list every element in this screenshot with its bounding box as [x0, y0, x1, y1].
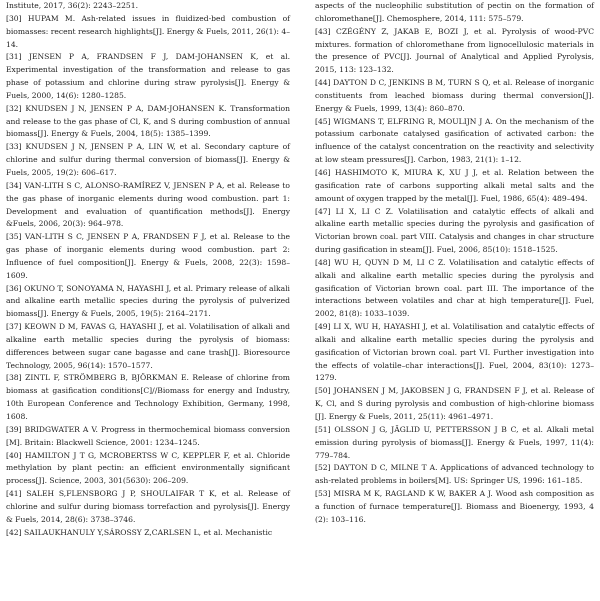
- reference-entry: [6, 283, 290, 322]
- reference-entry: [6, 424, 290, 450]
- reference-entry: [315, 167, 594, 206]
- reference-text: HASHIMOTO K, MIURA K, XU J J, et al. Relation between the gasification rate of carbons supporting alkali metal salts and the amount of oxygen trapped by the metal[J]. Fuel, 1986, 65(4): 489–494.: [315, 167, 595, 203]
- reference-text: KEOWN D M, FAVAS G, HAYASHI J, et al. Volatilisation of alkali and alkaline earth metallic species during the pyrolysis of biomass: differences between sugar cane bagasse and cane trash[J]. Bioresource Technology, 2005, 96(14): 1570–1577.: [6, 322, 291, 370]
- reference-number: [37]: [6, 322, 22, 332]
- reference-text: WU H, QUYN D M, LI C Z. Volatilisation and catalytic effects of alkali and alkaline earth metallic species during the pyrolysis and gasification of Victorian brown coal. part III. The importance of the interactions between volatiles and char at high temperature[J]. Fuel, 2002, 81(8): 1033–1039.: [315, 257, 594, 319]
- reference-text: KNUDSEN J N, JENSEN P A, LIN W, et al. Secondary capture of chlorine and sulfur during thermal conversion of biomass[J]. Energy & Fuels, 2005, 19(2): 606–617.: [6, 142, 290, 177]
- reference-number: [52]: [315, 463, 331, 473]
- reference-entry: [315, 488, 594, 527]
- reference-entry: [315, 116, 594, 167]
- reference-text: JOHANSEN J M, JAKOBSEN J G, FRANDSEN F J, et al. Release of K, Cl, and S during pyrolysis and combustion of high-chlorine biomass [J]. Energy & Fuels, 2011, 25(11): 4961–4971.: [315, 386, 595, 421]
- reference-number: [53]: [315, 489, 331, 499]
- reference-text: DAYTON D C, JENKINS B M, TURN S Q, et al. Release of inorganic constituents from leached biomass during thermal conversion[J]. Energy & Fuels, 1999, 13(4): 860–870.: [315, 78, 594, 113]
- reference-text: OLSSON J G, JÄGLID U, PETTERSSON J B C, et al. Alkali metal emission during pyrolysis of biomass[J]. Energy & Fuels, 1997, 11(4): 779–784.: [315, 424, 594, 460]
- reference-number: [36]: [6, 283, 22, 293]
- reference-text: WIGMANS T, ELFRING R, MOULIJN J A. On the mechanism of the potassium carbonate catalysed gasification of activated carbon: the influence of the catalyst concentration on the reactivity and selectivity at low steam pressures[J]. Carbon, 1983, 21(1): 1–12.: [315, 116, 594, 165]
- reference-entry: [315, 206, 594, 257]
- reference-continuation: Institute, 2017, 36(2): 2243–2251.: [6, 1, 138, 10]
- reference-number: [40]: [6, 450, 22, 460]
- reference-entry: [6, 450, 290, 489]
- reference-text: VAN-LITH S C, JENSEN P A, FRANDSEN F J, et al. Release to the gas phase of inorganic elements during wood combustion. part 2: Influence of fuel composition[J]. Energy & Fuels, 2008, 22(3): 1598–1609.: [6, 232, 290, 280]
- reference-text: VAN-LITH S C, ALONSO-RAMÍREZ V, JENSEN P A, et al. Release to the gas phase of inorganic elements during wood combustion. part 1: Development and evaluation of quantification methods[J]. Energy &Fuels, 2006, 20(3): 964–978.: [6, 180, 290, 229]
- left-column: [6, 0, 290, 539]
- reference-entry: [315, 321, 594, 385]
- reference-entry: [6, 231, 290, 282]
- reference-text: CZÉGÉNY Z, JAKAB E, BOZI J, et al. Pyrolysis of wood-PVC mixtures. formation of chloromethane from lignocellulosic materials in the presence of PVC[J]. Journal of Analytical and Applied Pyrolysis, 2015, 113: 123–132.: [315, 26, 595, 75]
- reference-entry: [315, 257, 594, 321]
- reference-number: [46]: [315, 167, 331, 177]
- reference-number: [47]: [315, 206, 331, 216]
- reference-entry: [6, 321, 290, 372]
- reference-entry: [6, 13, 290, 52]
- reference-number: [45]: [315, 116, 331, 126]
- reference-number: [38]: [6, 373, 22, 383]
- reference-text: OKUNO T, SONOYAMA N, HAYASHI J, et al. Primary release of alkali and alkaline earth metallic species during the pyrolysis of pulverized biomass[J]. Energy & Fuels, 2005, 19(5): 2164–2171.: [6, 283, 290, 319]
- reference-text: SAILAUKHANULY Y,SÁROSSY Z,CARLSEN L, et al. Mechanistic: [24, 527, 273, 537]
- reference-number: [39]: [6, 424, 22, 434]
- reference-number: [32]: [6, 103, 22, 113]
- reference-number: [43]: [315, 26, 331, 36]
- reference-text: JENSEN P A, FRANDSEN F J, DAM-JOHANSEN K, et al. Experimental investigation of the transformation and release to gas phase of potassium and chlorine during straw pyrolysis[J]. Energy & Fuels, 2000, 14(6): 1280–1285.: [6, 52, 290, 100]
- reference-entry: [6, 51, 290, 102]
- reference-number: [30]: [6, 13, 22, 23]
- reference-entry: [315, 26, 594, 77]
- reference-number: [42]: [6, 527, 22, 537]
- reference-entry: [6, 180, 290, 231]
- reference-entry: [6, 141, 290, 180]
- reference-text: ZINTL F, STRÖMBERG B, BJÖRKMAN E. Release of chlorine from biomass at gasification conditions[C]//Biomass for energy and Industry, 10th European Conference and Technology Exhibition, Germany, 1998, 1608.: [6, 373, 290, 421]
- reference-number: [35]: [6, 232, 22, 242]
- reference-number: [44]: [315, 78, 331, 88]
- reference-text: LI X, LI C Z. Volatilisation and catalytic effects of alkali and alkaline earth metallic species during the pyrolysis and gasification of Victorian brown coal. part VIII. Catalysis and changes in char structure during gasification in steam[J]. Fuel, 2006, 85(10): 1518–1525.: [315, 206, 594, 255]
- reference-number: [50]: [315, 386, 331, 396]
- reference-entry: [315, 462, 594, 488]
- reference-text: LI X, WU H, HAYASHI J, et al. Volatilisation and catalytic effects of alkali and alkaline earth metallic species during the pyrolysis and gasification of Victorian brown coal. part VI. Further investigation into the effects of volatile–char interactions[J]. Fuel, 2004, 83(10): 1273–1279.: [315, 322, 595, 383]
- right-column: [315, 0, 594, 527]
- reference-number: [49]: [315, 322, 331, 332]
- reference-continuation: aspects of the nucleophilic substitution of pectin on the formation of chloromethane[J]. Chemosphere, 2014, 111: 575–579.: [315, 1, 594, 23]
- reference-text: KNUDSEN J N, JENSEN P A, DAM-JOHANSEN K. Transformation and release to the gas phase of Cl, K, and S during combustion of annual biomass[J]. Energy & Fuels, 2004, 18(5): 1385–1399.: [6, 103, 290, 139]
- reference-text: DAYTON D C, MILNE T A. Applications of advanced technology to ash-related problems in boilers[M]. US: Springer US, 1996: 161–185.: [315, 463, 594, 486]
- reference-entry: [315, 77, 594, 116]
- reference-entry: [315, 424, 594, 463]
- reference-text: MISRA M K, RAGLAND K W, BAKER A J. Wood ash composition as a function of furnace temperature[J]. Biomass and Bioenergy, 1993, 4 (2): 103–116.: [315, 489, 594, 524]
- reference-entry: [6, 488, 290, 527]
- reference-entry: [6, 527, 290, 540]
- reference-number: [48]: [315, 257, 331, 267]
- reference-number: [41]: [6, 489, 22, 499]
- reference-text: HAMILTON J T G, MCROBERTSS W C, KEPPLER F, et al. Chloride methylation by plant pectin: an efficient environmentally significant process[J]. Science, 2003, 301(5630): 206–209.: [6, 450, 290, 486]
- reference-text: BRIDGWATER A V. Progress in thermochemical biomass conversion [M]. Britain: Blackwell Science, 2001: 1234–1245.: [6, 424, 291, 447]
- reference-number: [33]: [6, 142, 22, 152]
- reference-text: SALEH S,FLENSBORG J P, SHOULAIFAR T K, et al. Release of chlorine and sulfur during biomass torrefaction and pyrolysis[J]. Energy & Fuels, 2014, 28(6): 3738–3746.: [6, 489, 290, 524]
- reference-text: HUPAM M. Ash-related issues in fluidized-bed combustion of biomasses: recent research highlights[J]. Energy & Fuels, 2011, 26(1): 4–14.: [6, 13, 290, 49]
- reference-number: [31]: [6, 52, 22, 62]
- reference-number: [51]: [315, 424, 331, 434]
- reference-entry: [6, 103, 290, 142]
- reference-entry: [315, 385, 594, 424]
- reference-entry: [6, 372, 290, 423]
- reference-number: [34]: [6, 180, 22, 190]
